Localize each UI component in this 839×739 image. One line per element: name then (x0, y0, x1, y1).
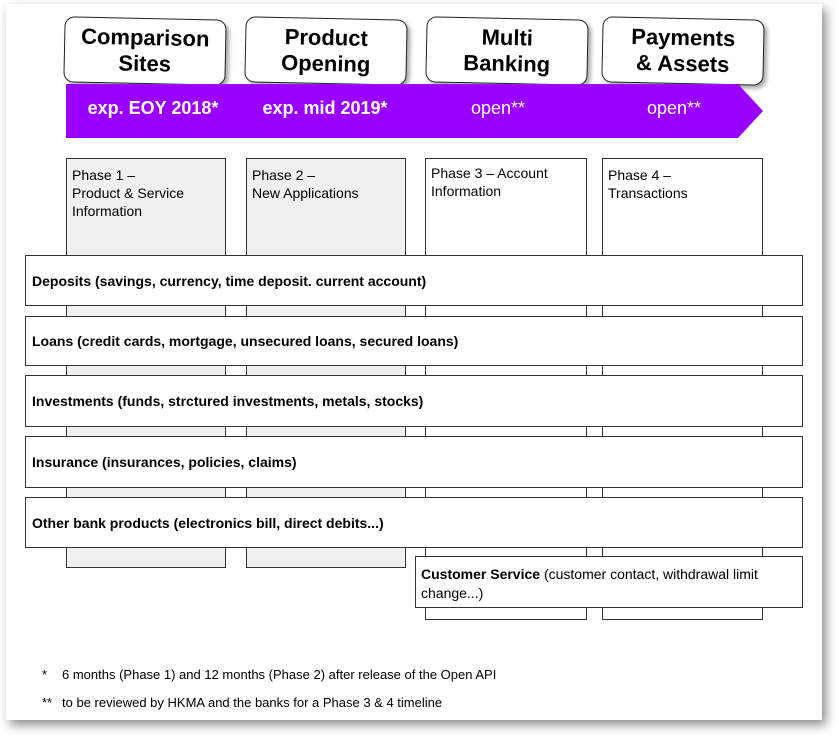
footnote-text: 6 months (Phase 1) and 12 months (Phase 2) after release of the Open API (62, 667, 497, 682)
timeline-label-3: open** (470, 98, 526, 118)
customer-service-title: Customer Service (421, 566, 541, 582)
footnote-1 (42, 667, 496, 682)
tab-line: & Assets (635, 50, 730, 77)
tab-payments-assets (601, 16, 764, 85)
timeline-label-2: exp. mid 2019* (262, 98, 388, 118)
tab-line: Banking (463, 50, 551, 77)
band-investments: Investments (funds, strctured investments, metals, stocks) (25, 375, 803, 427)
phase-title: Phase 2 – (252, 167, 316, 183)
footnote-text: to be reviewed by HKMA and the banks for a Phase 3 & 4 timeline (62, 695, 443, 710)
timeline-label-1: exp. EOY 2018* (87, 98, 219, 118)
band-deposits: Deposits (savings, currency, time deposit. current account) (25, 255, 803, 306)
band-insurance: Insurance (insurances, policies, claims) (25, 436, 803, 488)
tab-line: Sites (118, 50, 172, 77)
phase-title: Phase 4 – (608, 167, 672, 183)
tab-line: Comparison (80, 23, 210, 52)
band-other-products: Other bank products (electronics bill, direct debits...) (25, 497, 803, 548)
phase-title: Phase 1 – (72, 167, 136, 183)
timeline-label-4: open** (646, 98, 702, 118)
footnote-2 (42, 695, 442, 710)
tab-comparison-sites (63, 16, 226, 85)
phase-title: Phase 3 – Account (431, 165, 548, 181)
tab-multi-banking (425, 16, 588, 85)
tab-line: Opening (280, 50, 371, 77)
tab-line: Product (284, 24, 369, 51)
band-loans: Loans (credit cards, mortgage, unsecured loans, secured loans) (25, 316, 803, 366)
footnote-mark: ** (42, 695, 53, 710)
phase-title: Product & Service (72, 185, 185, 201)
phase-title: Information (72, 203, 143, 219)
tab-line: Payments (631, 23, 736, 52)
customer-service-box (415, 556, 803, 608)
tab-product-opening (244, 16, 407, 85)
phase-title: Transactions (608, 185, 688, 201)
phase-title: New Applications (252, 185, 359, 201)
customer-service-detail: (customer contact, withdrawal limit change...) (421, 566, 758, 601)
phase-title: Information (431, 183, 502, 199)
footnote-mark: * (42, 667, 48, 682)
tab-line: Multi (481, 24, 534, 51)
